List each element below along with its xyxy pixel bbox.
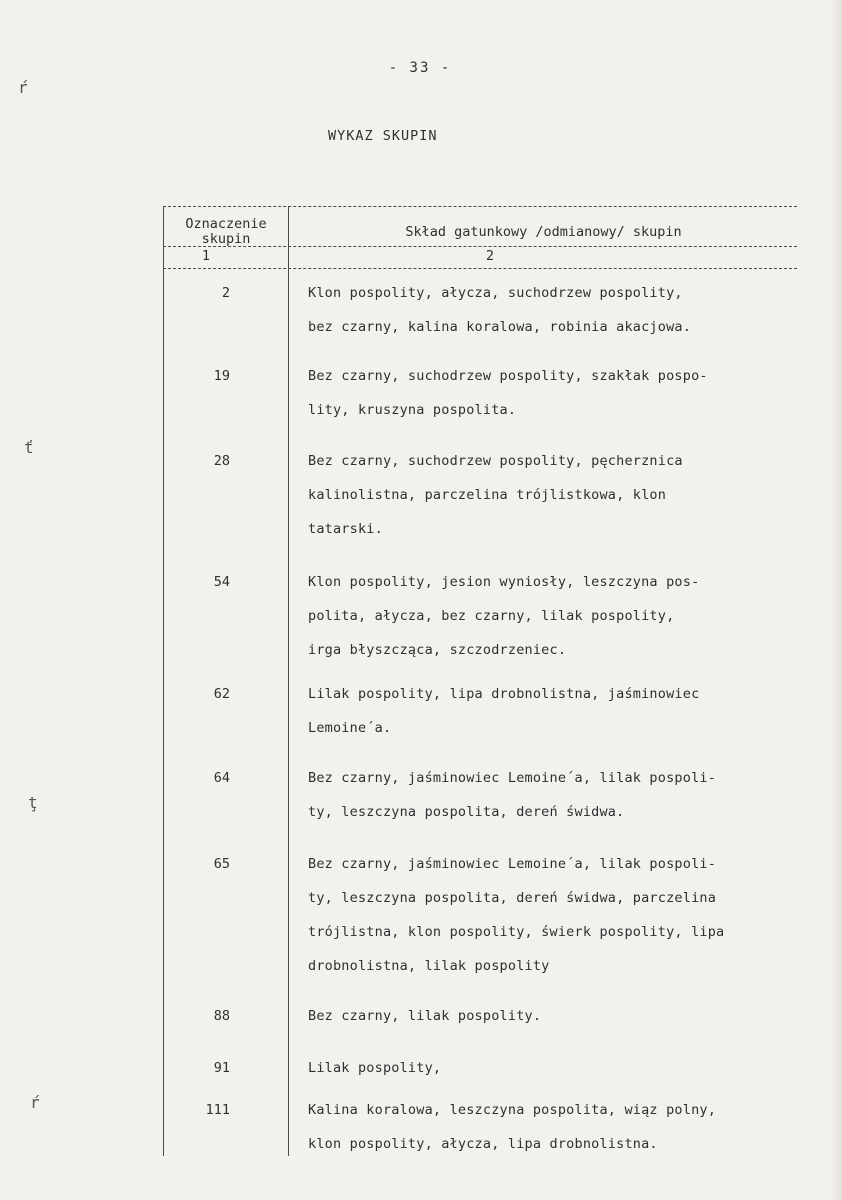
row-composition-line: Bez czarny, suchodrzew pospolity, pęcherznica xyxy=(308,453,683,469)
page-edge xyxy=(832,0,842,1200)
row-composition xyxy=(308,677,699,745)
row-composition-line: Kalina koralowa, leszczyna pospolita, wiąz polny, xyxy=(308,1102,717,1118)
row-designation: 65 xyxy=(213,856,230,872)
row-composition-line: kalinolistna, parczelina trójlistkowa, klon xyxy=(308,487,667,503)
row-designation: 64 xyxy=(213,770,230,786)
row-composition xyxy=(308,761,716,829)
row-designation: 88 xyxy=(213,1008,230,1024)
row-composition-line: bez czarny, kalina koralowa, robinia akacjowa. xyxy=(308,319,692,335)
row-designation: 62 xyxy=(213,686,230,702)
row-composition-line: Bez czarny, lilak pospolity. xyxy=(308,1008,542,1024)
row-composition xyxy=(308,444,683,546)
column-number-1: 1 xyxy=(201,248,211,264)
row-composition-line: drobnolistna, lilak pospolity xyxy=(308,958,550,974)
row-composition-line: ty, leszczyna pospolita, dereń świdwa. xyxy=(308,804,625,820)
row-composition-line: Bez czarny, jaśminowiec Lemoine´a, lilak pospoli- xyxy=(308,856,717,872)
page-heading: WYKAZ SKUPIN xyxy=(328,128,438,144)
page-number: - 33 - xyxy=(388,60,452,76)
row-composition-line: Bez czarny, jaśminowiec Lemoine´a, lilak pospoli- xyxy=(308,770,717,786)
row-composition xyxy=(308,1093,716,1161)
margin-tick-mark: ŕ xyxy=(30,1093,40,1112)
row-designation: 19 xyxy=(213,368,230,384)
row-composition xyxy=(308,276,691,344)
column-divider xyxy=(288,206,289,1156)
row-composition-line: Lilak pospolity, lipa drobnolistna, jaśminowiec xyxy=(308,686,700,702)
row-composition-line: tatarski. xyxy=(308,521,383,537)
row-composition xyxy=(308,359,708,427)
table-top-rule xyxy=(163,206,797,207)
row-composition-line: ty, leszczyna pospolita, dereń świdwa, parczelina xyxy=(308,890,717,906)
margin-tick-mark: ţ xyxy=(28,793,38,812)
row-composition-line: klon pospolity, ałycza, lipa drobnolistna. xyxy=(308,1136,658,1152)
column-number-rule xyxy=(163,268,797,269)
row-composition-line: Klon pospolity, ałycza, suchodrzew pospolity, xyxy=(308,285,683,301)
row-composition-line: polita, ałycza, bez czarny, lilak pospolity, xyxy=(308,608,675,624)
row-composition xyxy=(308,565,699,667)
table-left-border xyxy=(163,206,164,1156)
row-composition-line: Bez czarny, suchodrzew pospolity, szakłak pospo- xyxy=(308,368,708,384)
column-header-designation-text: Oznaczenie skupin xyxy=(185,216,267,247)
row-composition xyxy=(308,847,724,983)
row-composition xyxy=(308,999,541,1033)
row-composition-line: trójlistna, klon pospolity, świerk pospolity, lipa xyxy=(308,924,725,940)
column-header-composition: Skład gatunkowy /odmianowy/ skupin xyxy=(405,224,682,240)
row-composition xyxy=(308,1051,441,1085)
margin-tick-mark: ť xyxy=(24,438,34,457)
row-designation: 111 xyxy=(205,1102,230,1118)
column-header-designation xyxy=(166,217,286,247)
row-composition-line: irga błyszcząca, szczodrzeniec. xyxy=(308,642,567,658)
row-designation: 91 xyxy=(213,1060,230,1076)
row-designation: 28 xyxy=(213,453,230,469)
margin-tick-mark: ŕ xyxy=(18,78,28,97)
row-composition-line: Lemoine´a. xyxy=(308,720,392,736)
row-composition-line: lity, kruszyna pospolita. xyxy=(308,402,517,418)
row-designation: 54 xyxy=(213,574,230,590)
row-composition-line: Klon pospolity, jesion wyniosły, leszczyna pos- xyxy=(308,574,700,590)
row-composition-line: Lilak pospolity, xyxy=(308,1060,442,1076)
row-designation: 2 xyxy=(221,285,230,301)
column-number-2: 2 xyxy=(485,248,495,264)
